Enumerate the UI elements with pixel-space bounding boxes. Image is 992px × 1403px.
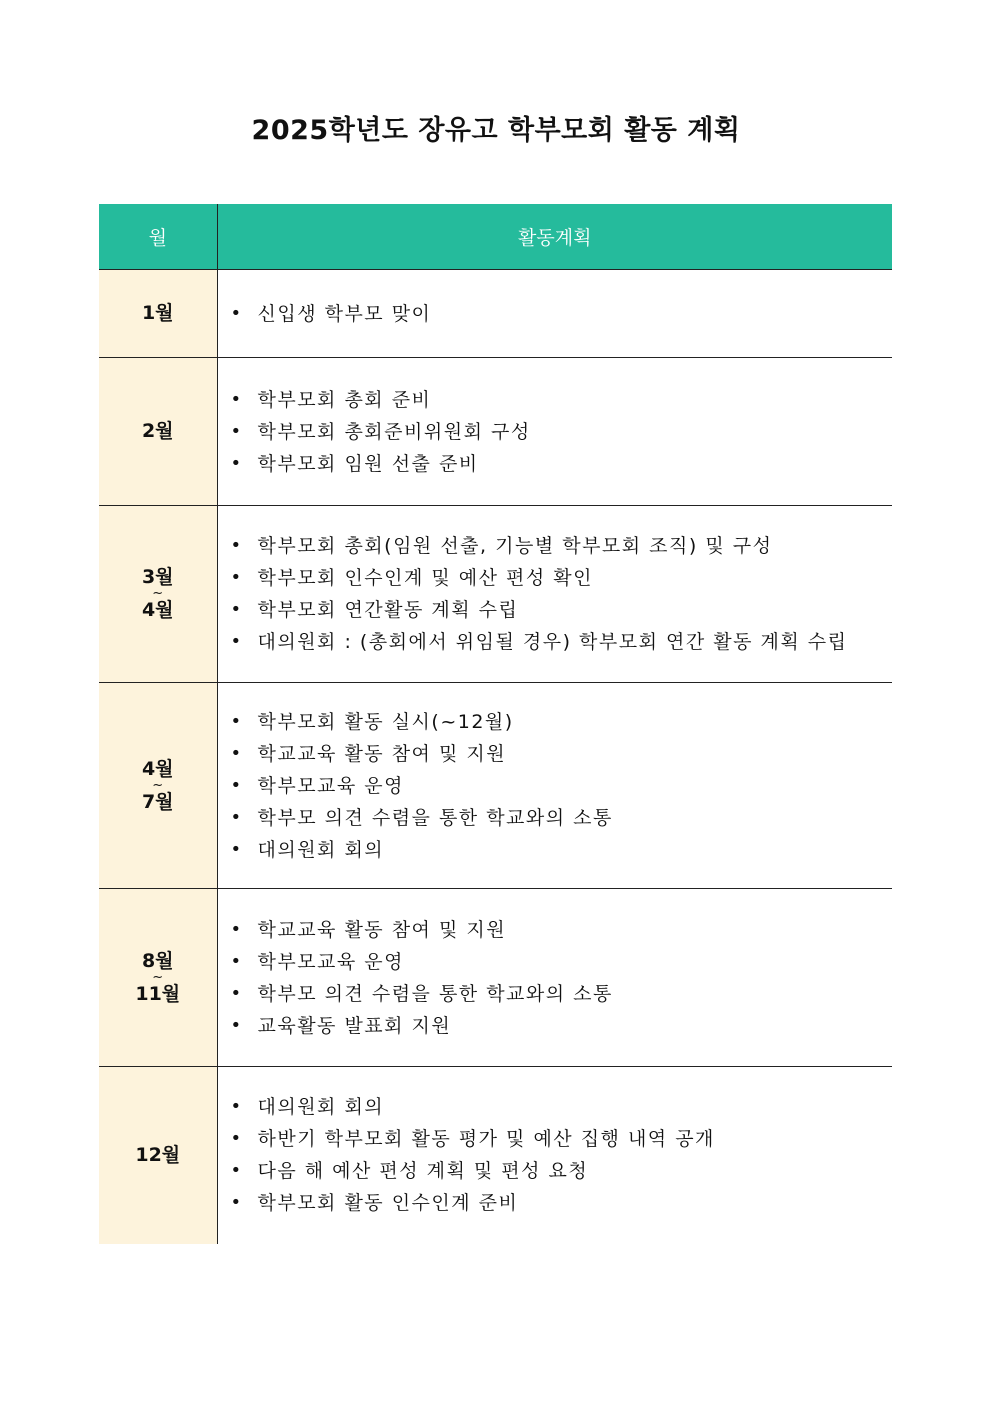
bullet-icon: •	[230, 1096, 243, 1118]
month-range-separator: ~	[152, 586, 164, 601]
plan-cell	[217, 270, 892, 358]
bullet-icon: •	[230, 1160, 243, 1182]
bullet-icon: •	[230, 918, 243, 940]
month-cell	[99, 270, 217, 358]
activity-text: 학부모 의견 수렴을 통한 학교와의 소통	[257, 806, 613, 829]
activity-text: 대의원회 회의	[257, 838, 385, 861]
month-range	[99, 951, 217, 1005]
activity-text: 다음 해 예산 편성 계획 및 편성 요청	[257, 1160, 589, 1183]
activity-text: 학부모 의견 수렴을 통한 학교와의 소통	[257, 982, 613, 1005]
bullet-icon: •	[230, 631, 243, 652]
activity-list	[218, 384, 893, 480]
activity-list	[218, 298, 893, 330]
bullet-icon: •	[230, 710, 243, 732]
month-range	[99, 759, 217, 813]
plan-cell	[217, 1067, 892, 1244]
plan-cell	[217, 683, 892, 889]
month-range	[99, 303, 217, 324]
month-cell	[99, 358, 217, 506]
activity-text: 대의원회 : (총회에서 위임될 경우) 학부모회 연간 활동 계획 수립	[257, 631, 848, 653]
bullet-icon: •	[230, 1192, 243, 1214]
list-item	[228, 1010, 893, 1042]
table-row	[99, 889, 892, 1067]
list-item	[228, 1155, 893, 1187]
plan-cell	[217, 358, 892, 506]
plan-cell	[217, 506, 892, 683]
month-cell	[99, 683, 217, 889]
month-start: 4월	[141, 757, 174, 780]
list-item	[228, 448, 893, 480]
bullet-icon: •	[230, 774, 243, 796]
table-row	[99, 506, 892, 683]
activity-text: 학교교육 활동 참여 및 지원	[257, 742, 507, 765]
month-start: 1월	[141, 302, 174, 324]
table-row	[99, 683, 892, 889]
activity-text: 학부모회 인수인계 및 예산 편성 확인	[257, 567, 594, 589]
bullet-icon: •	[230, 838, 243, 860]
bullet-icon: •	[230, 950, 243, 972]
activity-text: 학부모회 총회준비위원회 구성	[257, 420, 531, 443]
list-item	[228, 738, 893, 770]
activity-plan-table	[99, 204, 892, 1244]
activity-text: 학부모회 활동 인수인계 준비	[257, 1192, 519, 1215]
bullet-icon: •	[230, 567, 243, 588]
list-item	[228, 1187, 893, 1219]
activity-list	[218, 1091, 893, 1219]
list-item	[228, 594, 893, 626]
list-item	[228, 562, 893, 594]
bullet-icon: •	[230, 388, 243, 410]
month-start: 3월	[141, 566, 174, 588]
list-item	[228, 384, 893, 416]
list-item	[228, 834, 893, 866]
bullet-icon: •	[230, 982, 243, 1004]
activity-list	[218, 530, 893, 658]
list-item	[228, 770, 893, 802]
bullet-icon: •	[230, 420, 243, 442]
activity-list	[218, 914, 893, 1042]
month-range	[99, 1145, 217, 1166]
activity-text: 교육활동 발표회 지원	[257, 1014, 452, 1037]
table-row	[99, 270, 892, 358]
bullet-icon: •	[230, 742, 243, 764]
month-column-header: 월	[99, 204, 217, 270]
list-item	[228, 1091, 893, 1123]
activity-text: 학부모교육 운영	[257, 774, 405, 797]
table-row	[99, 358, 892, 506]
month-start: 12월	[135, 1143, 181, 1166]
activity-text: 학부모회 임원 선출 준비	[257, 452, 479, 475]
month-range-separator: ~	[152, 777, 164, 793]
list-item	[228, 946, 893, 978]
month-start: 2월	[141, 420, 174, 442]
list-item	[228, 1123, 893, 1155]
page-title: 2025학년도 장유고 학부모회 활동 계획	[251, 115, 741, 146]
list-item	[228, 802, 893, 834]
month-start: 8월	[141, 949, 174, 972]
bullet-icon: •	[230, 1014, 243, 1036]
list-item	[228, 298, 893, 330]
activity-text: 학부모회 연간활동 계획 수립	[257, 599, 519, 621]
bullet-icon: •	[230, 452, 243, 474]
bullet-icon: •	[230, 302, 243, 324]
activity-text: 학부모교육 운영	[257, 950, 405, 973]
list-item	[228, 626, 893, 658]
bullet-icon: •	[230, 535, 243, 556]
table-row	[99, 1067, 892, 1244]
list-item	[228, 530, 893, 562]
list-item	[228, 416, 893, 448]
activity-text: 학부모회 활동 실시(~12월)	[257, 710, 514, 733]
month-end: 11월	[135, 982, 181, 1005]
activity-text: 학부모회 총회(임원 선출, 기능별 학부모회 조직) 및 구성	[257, 535, 773, 557]
plan-cell	[217, 889, 892, 1067]
list-item	[228, 914, 893, 946]
month-range	[99, 421, 217, 442]
list-item	[228, 978, 893, 1010]
activity-text: 하반기 학부모회 활동 평가 및 예산 집행 내역 공개	[257, 1128, 715, 1151]
bullet-icon: •	[230, 1128, 243, 1150]
activity-text: 대의원회 회의	[257, 1096, 385, 1119]
list-item	[228, 706, 893, 738]
table-body	[99, 270, 892, 1244]
month-cell	[99, 889, 217, 1067]
bullet-icon: •	[230, 806, 243, 828]
month-end: 7월	[141, 790, 174, 813]
activity-list	[218, 706, 893, 866]
activity-text: 학부모회 총회 준비	[257, 388, 432, 411]
plan-column-header: 활동계획	[217, 204, 892, 270]
table-header-row	[99, 204, 892, 270]
month-cell	[99, 1067, 217, 1244]
month-range-separator: ~	[152, 969, 164, 985]
activity-text: 학교교육 활동 참여 및 지원	[257, 918, 507, 941]
month-cell	[99, 506, 217, 683]
bullet-icon: •	[230, 599, 243, 620]
month-end: 4월	[141, 599, 174, 621]
month-range	[99, 567, 217, 621]
activity-text: 신입생 학부모 맞이	[257, 302, 432, 325]
